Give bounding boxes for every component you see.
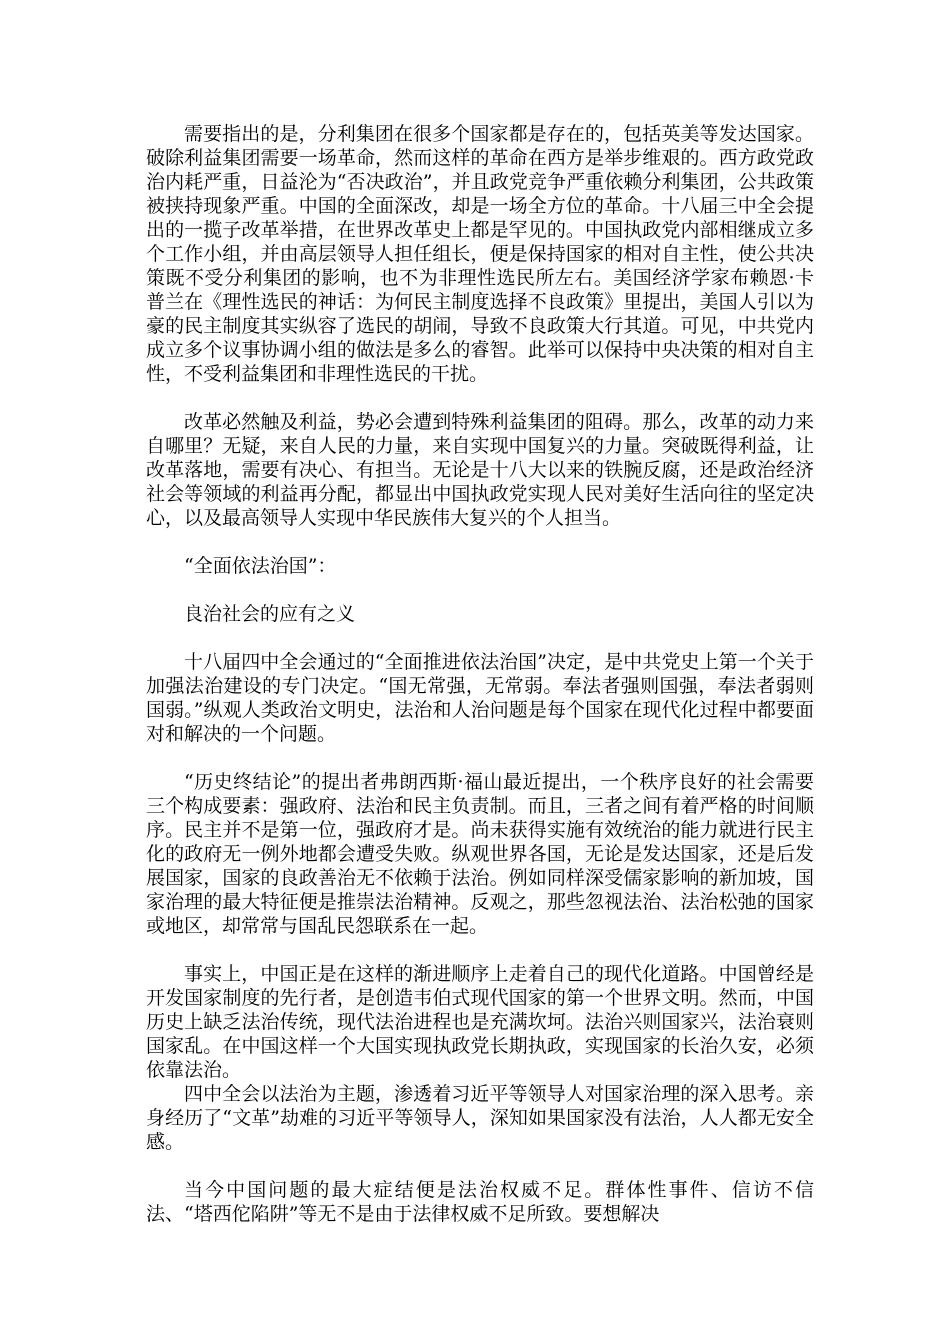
section-heading-rule-of-law: “全面依法治国”： [184,555,337,577]
paragraph-modernization-path: 事实上，中国正是在这样的渐进顺序上走着自己的现代化道路。中国曾经是开发国家制度的先行者，是创造韦伯式现代国家的第一个世界文明。然而，中国历史上缺乏法治传统，现代法治进程也是充满坎坷。法治兴则国家兴，法治衰则国家乱。在中国这样一个大国实现执政党长期执政，实现国家的长治久安，必须依靠法治。 [146,963,814,1081]
document-page [146,122,814,1250]
paragraph-fukuyama: “历史终结论”的提出者弗朗西斯·福山最近提出，一个秩序良好的社会需要三个构成要素：强政府、法治和民主负责制。而且，三者之间有着严格的时间顺序。民主并不是第一位，强政府才是。尚未获得实施有效统治的能力就进行民主化的政府无一例外地都会遭受失败。纵观世界各国，无论是发达国家，还是后发展国家，国家的良政善治无不依赖于法治。例如同样深受儒家影响的新加坡，国家治理的最大特征便是推崇法治精神。反观之，那些忽视法治、法治松弛的国家或地区，却常常与国乱民怨联系在一起。 [146,771,814,937]
section-subheading-good-governance: 良治社会的应有之义 [184,603,356,625]
paragraph-reform-motivation: 改革必然触及利益，势必会遭到特殊利益集团的阻碍。那么，改革的动力来自哪里？无疑，来自人民的力量，来自实现中国复兴的力量。突破既得利益，让改革落地，需要有决心、有担当。无论是十八大以来的铁腕反腐，还是政治经济社会等领域的利益再分配，都显出中国执政党实现人民对美好生活向往的坚定决心，以及最高领导人实现中华民族伟大复兴的个人担当。 [146,411,814,529]
paragraph-interest-groups: 需要指出的是，分利集团在很多个国家都是存在的，包括英美等发达国家。破除利益集团需要一场革命，然而这样的革命在西方是举步维艰的。西方政党政治内耗严重，日益沦为“否决政治”，并且政党竞争严重依赖分利集团，公共政策被挟持现象严重。中国的全面深改，却是一场全方位的革命。十八届三中全会提出的一揽子改革举措，在世界改革史上都是罕见的。中国执政党内部相继成立多个工作小组，并由高层领导人担任组长，便是保持国家的相对自主性，使公共决策既不受分利集团的影响，也不为非理性选民所左右。美国经济学家布赖恩·卡普兰在《理性选民的神话：为何民主制度选择不良政策》里提出，美国人引以为豪的民主制度其实纵容了选民的胡闹，导致不良政策大行其道。可见，中共党内成立多个议事协调小组的做法是多么的睿智。此举可以保持中央决策的相对自主性，不受利益集团和非理性选民的干扰。 [146,123,814,385]
paragraph-legal-authority: 当今中国问题的最大症结便是法治权威不足。群体性事件、信访不信法、“塔西佗陷阱”等无不是由于法律权威不足所致。要想解决 [146,1179,814,1225]
paragraph-fourth-plenum: 十八届四中全会通过的“全面推进依法治国”决定，是中共党史上第一个关于加强法治建设的专门决定。“国无常强，无常弱。奉法者强则国强，奉法者弱则国弱。”纵观人类政治文明史，法治和人治问题是每个国家在现代化过程中都要面对和解决的一个问题。 [146,651,814,745]
paragraph-leaders-reflection: 四中全会以法治为主题，渗透着习近平等领导人对国家治理的深入思考。亲身经历了“文革”劫难的习近平等领导人，深知如果国家没有法治，人人都无安全感。 [146,1083,814,1153]
